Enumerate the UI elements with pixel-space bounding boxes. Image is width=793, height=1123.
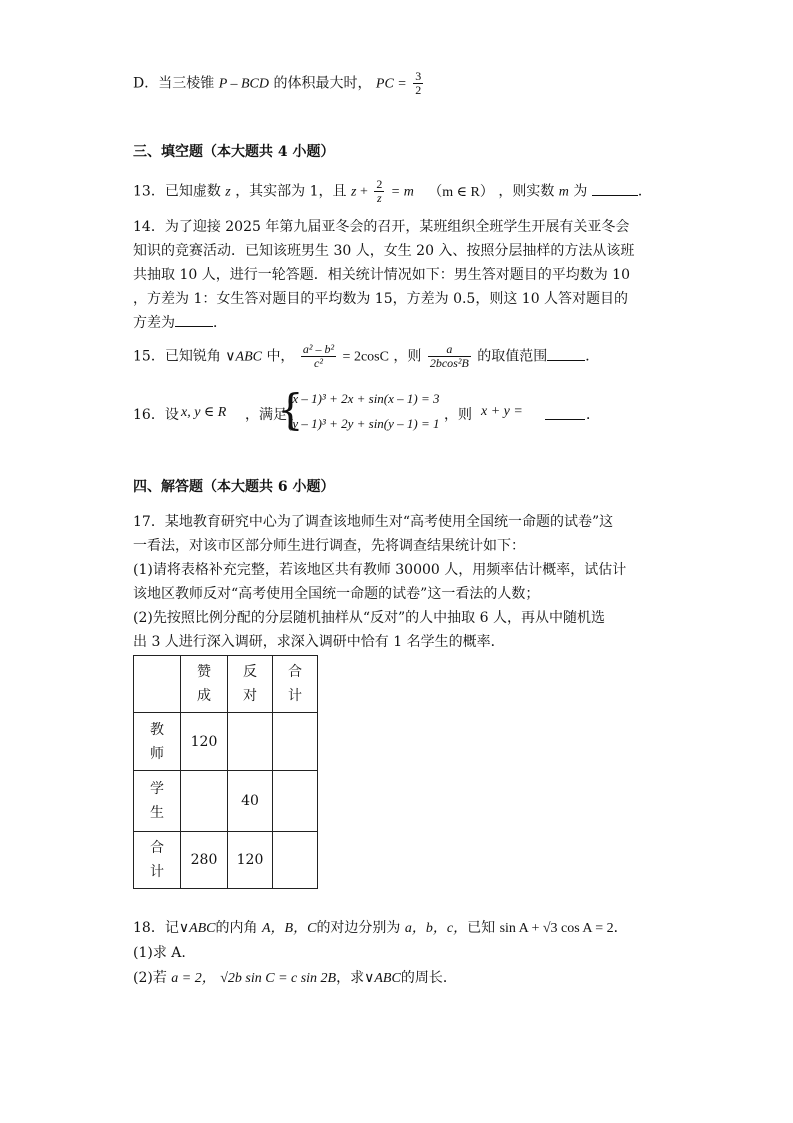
table-cell xyxy=(273,713,318,771)
question-13: 13．已知虚数 z ，其实部为 1，且 z + $\frac{2}{z}$ = m （m ∈ R） ，则实数 m 为 ． xyxy=(133,177,652,205)
option-d-expr: P – BCD xyxy=(218,76,269,92)
q16-answer-blank[interactable] xyxy=(545,405,585,420)
table-cell: 280 xyxy=(181,832,228,889)
option-d-lhs: PC = xyxy=(375,76,407,92)
table-cell: 120 xyxy=(181,713,228,771)
option-d xyxy=(133,70,425,97)
option-d-mid: 的体积最大时， xyxy=(273,75,372,92)
table-cell: 120 xyxy=(228,832,273,889)
q14-answer-blank[interactable] xyxy=(175,312,213,327)
survey-table xyxy=(133,655,318,889)
table-row-header: 学 生 xyxy=(134,771,181,832)
q13-answer-blank[interactable] xyxy=(592,181,638,196)
table-row xyxy=(134,771,318,832)
question-18-line-1: 18．记∨ABC的内角 A，B，C的对边分别为 a，b，c，已知 sin A + √3 cos A = 2． xyxy=(133,920,628,936)
table-header-row xyxy=(134,656,318,713)
question-18-part-2: (2)若 a = 2， √2b sin C = c sin 2B，求∨ABC的周长． xyxy=(133,970,457,986)
table-cell xyxy=(273,771,318,832)
table-row-header: 合 计 xyxy=(134,832,181,889)
option-d-text: D．当三棱锥 xyxy=(133,75,215,92)
table-header-cell: 赞 成 xyxy=(181,656,228,713)
q13-fraction: $\frac{2}{z}$ xyxy=(376,177,383,205)
table-header-cell: 合 计 xyxy=(273,656,318,713)
q15-fraction-1: $\frac{\text{a² – b²}}{\text{c²}}$ xyxy=(302,342,335,370)
question-15: 15．已知锐角 ∨ABC 中， $\frac{\text{a² – b²}}{\text{c²}}$ = 2cosC ，则 $\frac{a}{\text{2bcos²B}}$ 的取值范围 ． xyxy=(133,342,600,370)
table-row xyxy=(134,713,318,771)
option-d-fraction: $\frac{3}{2}$ xyxy=(415,69,422,97)
q15-answer-blank[interactable] xyxy=(547,346,585,361)
question-14: 14．为了迎接 2025 年第九届亚冬会的召开，某班组织全班学生开展有关亚冬会 知识的竞赛活动．已知该班男生 30 人，女生 20 入、按照分层抽样的方法从该班 共抽取 10 人，进行一轮答题．相关统计情况如下：男生答对题目的平均数为 10 ，方差为 1：女生答对题目的平均数为 15，方差为 0.5，则这 10 人答对题目的 方差为 ． xyxy=(133,219,635,331)
q15-fraction-2: $\frac{a}{\text{2bcos²B}}$ xyxy=(429,342,469,370)
table-cell: 40 xyxy=(228,771,273,832)
table-row-header: 教 师 xyxy=(134,713,181,771)
table-cell xyxy=(134,656,181,713)
table-row xyxy=(134,832,318,889)
table-header-cell: 反 对 xyxy=(228,656,273,713)
question-17: 17．某地教育研究中心为了调查该地师生对“高考使用全国统一命题的试卷”这 一看法，对该市区部分师生进行调查，先将调查结果统计如下： (1)请将表格补充完整，若该地区共有教师 30000 人，用频率估计概率，试估计 该地区教师反对“高考使用全国统一命题的试卷”这一看法的人数； (2)先按照比例分配的分层随机抽样从“反对”的人中抽取 6 人，再从中随机选 出 3 人进行深入调研，求深入调研中恰有 1 名学生的概率． xyxy=(133,514,627,650)
table-cell xyxy=(228,713,273,771)
exam-page: D．当三棱锥 P – BCD 的体积最大时， PC = $\frac{3}{2}$ 三、填空题（本大题共 4 小题） 13．已知虚数 z ，其实部为 1，且 z + $\frac{2}{z}$ = m （m ∈ R） ，则实数 m 为 ． 14．为了迎接 2025 年第九届亚冬会的召开，某班组织全班学生开展有关亚冬会 知识的竞赛活动．已知该班男生 30 人，女生 20 入、按照分层抽样的方法从该班 共抽取 10 人，进行一轮答题．相关统计情况如下：男生答对题目的平均数为 10 ，方差为 1：女生答对题目的平均数为 15，方差为 0.5，则这 10 人答对题目的 方差为 ． 15．已知锐角 ∨ABC 中， $\frac{\text{a² – b²}}{\text{c²}}$ = 2cosC ，则 $\frac{a}{\text{2bcos²B}}$ 的取值范围 ． 16．设 x, y ∈ R ，满足 { (x – 1)³ + 2x + sin(x – 1) = 3 (y – 1)³ + 2y + sin(y – 1) = 1 ，则 x + y = ． 四、解答题（本大题共 6 小题） 17．某地教育研究中心为了调查该地师生对“高考使用全国统一命题的试卷”这 一看法，对该市区部分师生进行调查，先将调查结果统计如下： (1)请将表格补充完整，若该地区共有教师 30000 人，用频率估计概率，试估计 该地区教师反对“高考使用全国统一命题的试卷”这一看法的人数； (2)先按照比例分配的分层随机抽样从“反对”的人中抽取 6 人，再从中随机选 出 3 人进行深入调研，求深入调研中恰有 1 名学生的概率． 赞 成 反 对 合 计 教 师 120 学 生 40 合 计 280 120 18．记∨ABC的内角 A，B，C的对边分别为 a，b，c，已知 sin A + √3 cos A = 2． (1)求 A. (2)若 a = 2， √2b sin C = c sin 2B，求∨ABC的周长． xyxy=(133,69,652,986)
q16-brace: { xyxy=(277,385,304,434)
section-3-heading: 三、填空题（本大题共 4 小题） xyxy=(133,144,335,160)
table-cell xyxy=(181,771,228,832)
table-cell xyxy=(273,832,318,889)
section-4-heading: 四、解答题（本大题共 6 小题） xyxy=(133,479,335,495)
question-18-part-1: (1)求 A. xyxy=(133,945,186,961)
